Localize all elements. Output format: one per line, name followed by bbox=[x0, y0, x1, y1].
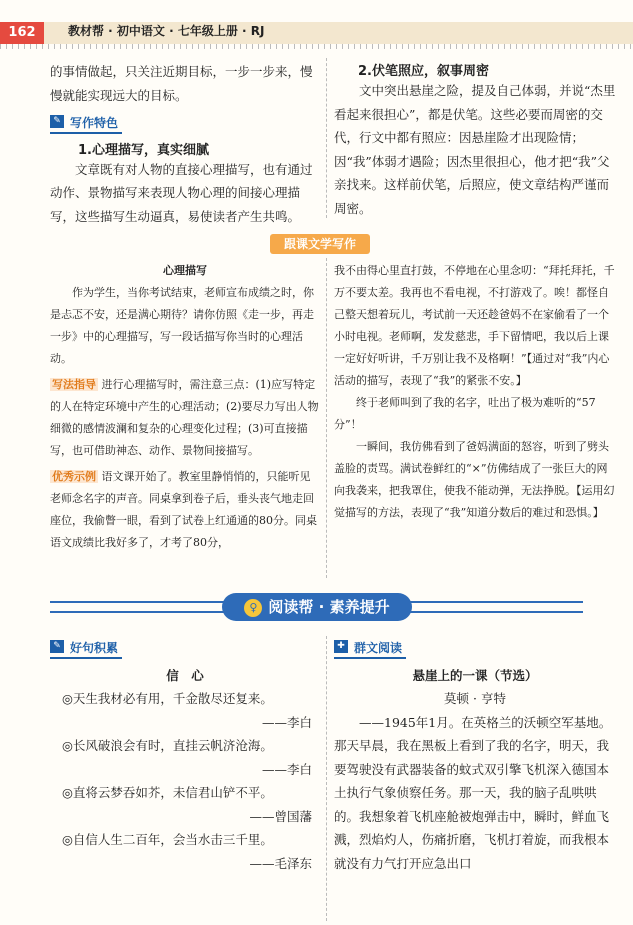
example-label: 优秀示例 bbox=[52, 470, 96, 483]
band-title: ♀ 阅读帮 · 素养提升 bbox=[222, 593, 412, 621]
article-author: 莫顿 · 亨特 bbox=[444, 691, 506, 706]
theme-title: 信 心 bbox=[166, 667, 204, 683]
example-text: 我不由得心里直打鼓，不停地在心里念叨：“拜托拜托，千万不要太差。我再也不看电视，不打游戏了。唉！都怪自己整天想着玩儿，考试前一天还趁爸妈不在家偷看了一个小时电视。老师啊，发发慈悲，手下留情吧，我以后上课一定好好听讲，千万别让我不及格啊！”【通过对“我”内心活动的描写，表现了“我”的紧张不安。】 bbox=[334, 264, 615, 387]
writing-left-column bbox=[50, 260, 320, 554]
follow-writing-title: 跟课文学写作 bbox=[270, 234, 370, 254]
sub-heading: 1.心理描写，真实细腻 bbox=[78, 142, 209, 158]
header-ruler bbox=[0, 44, 633, 49]
example-paragraph: 终于老师叫到了我的名字，吐出了极为难听的“57分”！ bbox=[334, 396, 596, 431]
example-text: 语文课开始了。教室里静悄悄的，只能听见老师念名字的声音。同桌拿到卷子后，垂头丧气地走回座位，我偷瞥一眼，看到了试卷上红通通的80分。同桌语文成绩比我好多了，才考了80分， bbox=[50, 470, 317, 549]
example-paragraph: 一瞬间，我仿佛看到了爸妈满面的怒容，听到了劈头盖脸的责骂。满试卷鲜红的“×”仿佛结成了一张巨大的网向我袭来，把我罩住，使我不能动弹，无法挣脱。【运用幻觉描写的方法，表现了“我”知道分数后的难过和恐惧。】 bbox=[334, 440, 615, 519]
quote-list bbox=[50, 687, 320, 875]
top-left-column bbox=[50, 60, 320, 228]
paragraph: 文中突出悬崖之险，提及自己体弱，并说“杰里看起来很担心”，都是伏笔。这些必要而周密的交代，行文中都有照应：因悬崖险才出现险情；因“我”体弱才遇险；因杰里很担心，他才把“我”父亲找来。这样前伏笔，后照应，使文章结构严谨而周密。 bbox=[334, 83, 616, 216]
book-title: 教材帮 · 初中语文 · 七年级上册 · RJ bbox=[68, 24, 265, 38]
writing-right-column bbox=[334, 260, 616, 524]
top-right-column bbox=[334, 60, 616, 220]
section-tag-writing: ✎ 写作特色 bbox=[50, 114, 122, 134]
column-divider bbox=[326, 636, 327, 921]
section-tag-group-reading: ✚ 群文阅读 bbox=[334, 639, 406, 659]
lead-text: 的事情做起，只关注近期目标，一步一步来，慢慢就能实现远大的目标。 bbox=[50, 64, 313, 103]
column-divider bbox=[326, 258, 327, 578]
pencil-icon: ✎ bbox=[50, 115, 64, 128]
sub-heading: 2.伏笔照应，叙事周密 bbox=[358, 64, 489, 79]
reading-band bbox=[0, 593, 633, 623]
guide-label: 写法指导 bbox=[52, 378, 96, 391]
pencil-icon: ✎ bbox=[50, 640, 64, 653]
good-sentences-column bbox=[50, 636, 320, 875]
section-tag-good-sentences: ✎ 好句积累 bbox=[50, 639, 122, 659]
page-header bbox=[0, 0, 633, 54]
lightbulb-icon: ♀ bbox=[244, 599, 262, 617]
article-paragraph: ——1945年1月。在英格兰的沃顿空军基地。那天早晨，我在黑板上看到了我的名字，明天，我要驾驶没有武器装备的蚊式双引擎飞机深入德国本土执行气象侦察任务。那一天，我的脑子乱哄哄的。我想象着飞机座舱被炮弹击中，瞬时，鲜血飞溅，烈焰灼人，伤痛折磨，飞机打着旋，而我根本就没有力气打开应急出口 bbox=[334, 714, 612, 871]
quote-item: ◎长风破浪会有时，直挂云帆济沧海。 ——李白 bbox=[62, 738, 312, 777]
guide-text: 进行心理描写时，需注意三点：(1)应写特定的人在特定环境中产生的心理活动；(2)要尽力写出人物细微的感情波澜和复杂的心理变化过程；(3)可直接描写，也可借助神态、动作、景物间接描写。 bbox=[50, 378, 319, 457]
column-divider bbox=[326, 58, 327, 218]
book-icon: ✚ bbox=[334, 640, 348, 653]
quote-item: ◎自信人生二百年，会当水击三千里。 ——毛泽东 bbox=[62, 832, 312, 871]
writing-prompt: 作为学生，当你考试结束，老师宣布成绩之时，你是忐忑不安，还是满心期待？请你仿照《走一步，再走一步》中的心理描写，写一段话描写你当时的心理活动。 bbox=[50, 286, 314, 365]
writing-topic: 心理描写 bbox=[163, 264, 207, 277]
page-number: 162 bbox=[0, 22, 44, 44]
writing-guide bbox=[50, 374, 320, 462]
quote-item: ◎天生我材必有用，千金散尽还复来。 ——李白 bbox=[62, 691, 312, 730]
group-reading-column bbox=[334, 636, 616, 875]
quote-item: ◎直将云梦吞如芥，未信君山铲不平。 ——曾国藩 bbox=[62, 785, 312, 824]
article-title: 悬崖上的一课（节选） bbox=[412, 667, 538, 683]
example-left bbox=[50, 466, 320, 554]
paragraph: 文章既有对人物的直接心理描写，也有通过动作、景物描写来表现人物心理的间接心理描写，这些描写生动逼真，易使读者产生共鸣。 bbox=[50, 161, 313, 224]
